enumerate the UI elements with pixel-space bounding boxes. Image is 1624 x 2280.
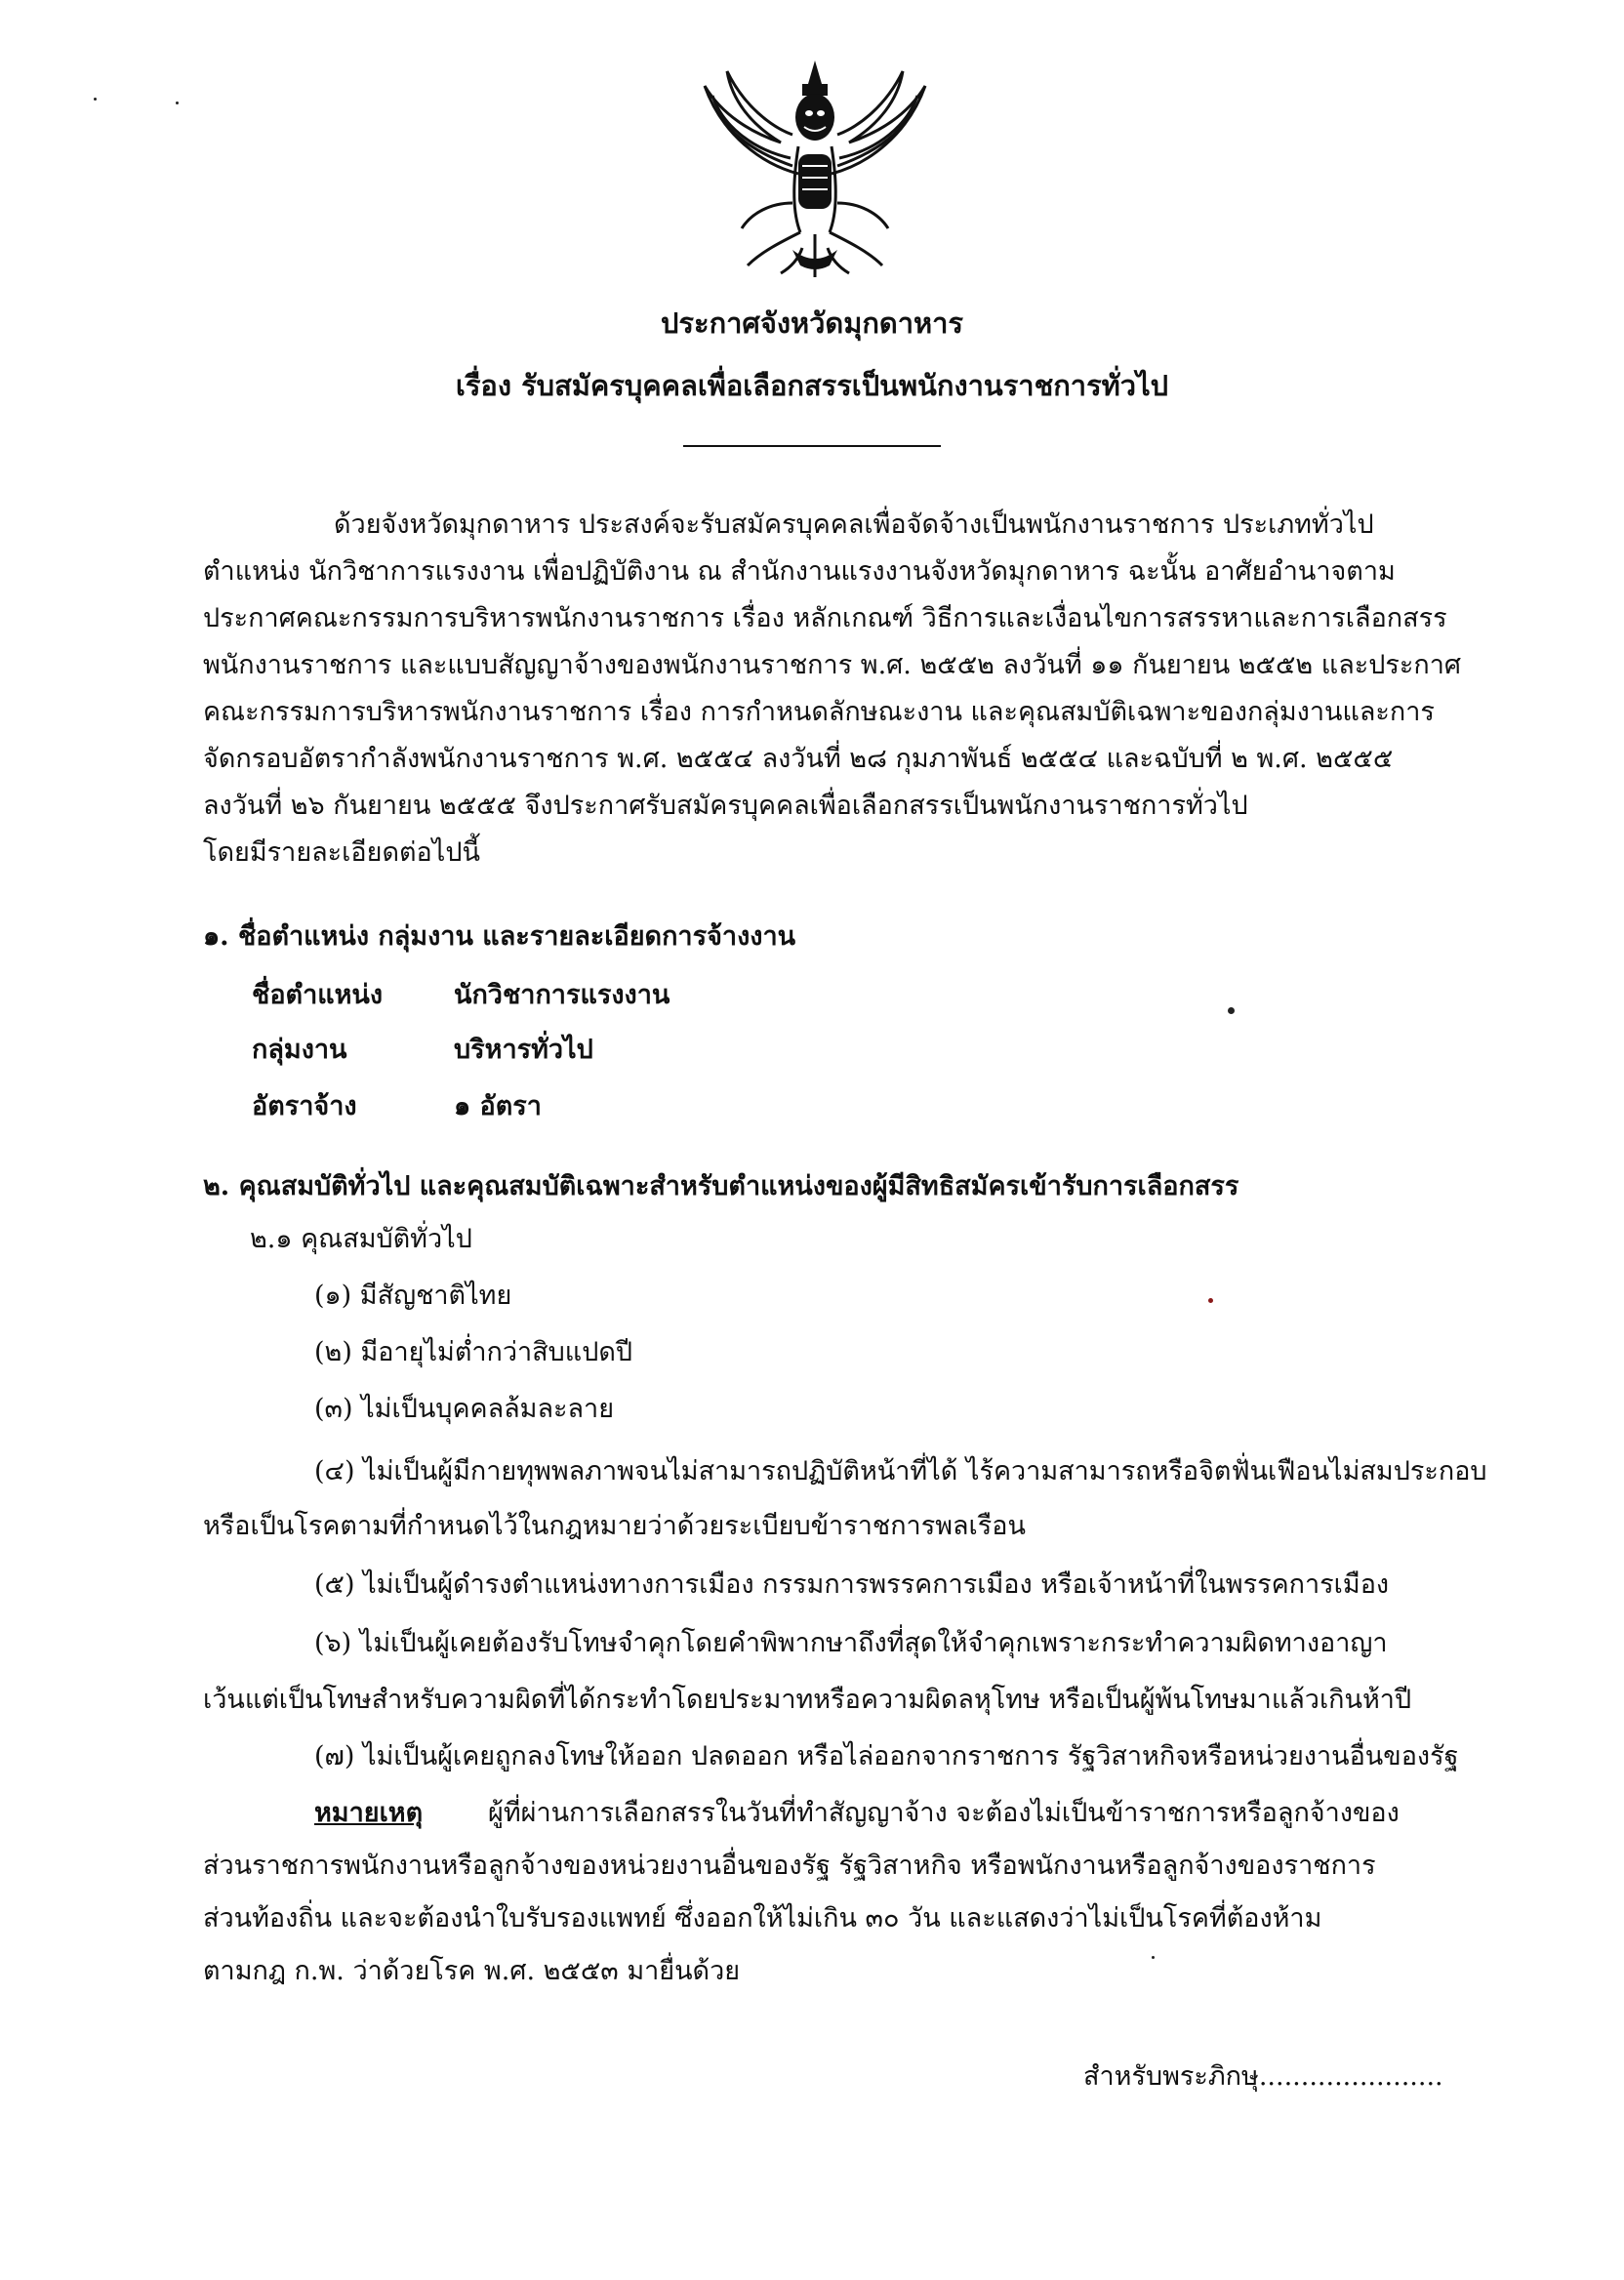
qualification-item-cont: เว้นแต่เป็นโทษสำหรับความผิดที่ได้กระทำโดยประมาทหรือความผิดลหุโทษ หรือเป็นผู้พ้นโทษมาแล้วเกินห้าปี bbox=[203, 1685, 1412, 1715]
note-line: ส่วนท้องถิ่น และจะต้องนำใบรับรองแพทย์ ซึ่งออกให้ไม่เกิน ๓๐ วัน และแสดงว่าไม่เป็นโรคที่ต้องห้าม bbox=[203, 1903, 1322, 1934]
continuation-text: สำหรับพระภิกษุ...................... bbox=[1083, 2061, 1443, 2092]
scan-speck bbox=[94, 98, 97, 101]
rate-label: อัตราจ้าง bbox=[252, 1091, 357, 1121]
intro-line: โดยมีรายละเอียดต่อไปนี้ bbox=[203, 837, 480, 868]
section2-subheading: ๒.๑ คุณสมบัติทั่วไป bbox=[250, 1224, 472, 1254]
qualification-item: (๔) ไม่เป็นผู้มีกายทุพพลภาพจนไม่สามารถปฏิบัติหน้าที่ได้ ไร้ความสามารถหรือจิตฟั่นเฟือนไม่สมประกอบ bbox=[314, 1456, 1487, 1486]
note-line: ตามกฎ ก.พ. ว่าด้วยโรค พ.ศ. ๒๕๕๓ มายื่นด้วย bbox=[203, 1956, 741, 1986]
section2-heading: ๒. คุณสมบัติทั่วไป และคุณสมบัติเฉพาะสำหรับตำแหน่งของผู้มีสิทธิสมัครเข้ารับการเลือกสรร bbox=[203, 1171, 1239, 1201]
document-subject: เรื่อง รับสมัครบุคคลเพื่อเลือกสรรเป็นพนักงานราชการทั่วไป bbox=[455, 369, 1169, 402]
qualification-item: (๑) มีสัญชาติไทย bbox=[314, 1281, 512, 1311]
intro-line: จัดกรอบอัตรากำลังพนักงานราชการ พ.ศ. ๒๕๕๔ ลงวันที่ ๒๘ กุมภาพันธ์ ๒๕๕๔ และฉบับที่ ๒ พ.ศ. ๒๕๕๕ bbox=[203, 744, 1394, 774]
rate-value: ๑ อัตรา bbox=[454, 1091, 542, 1121]
scan-speck bbox=[1208, 1298, 1213, 1303]
scan-speck bbox=[1152, 1956, 1155, 1959]
group-value: บริหารทั่วไป bbox=[454, 1035, 593, 1065]
note-label: หมายเหตุ bbox=[314, 1798, 424, 1828]
note-line: ผู้ที่ผ่านการเลือกสรรในวันที่ทำสัญญาจ้าง จะต้องไม่เป็นข้าราชการหรือลูกจ้างของ bbox=[488, 1798, 1400, 1828]
intro-line: ลงวันที่ ๒๖ กันยายน ๒๕๕๕ จึงประกาศรับสมัครบุคคลเพื่อเลือกสรรเป็นพนักงานราชการทั่วไป bbox=[203, 791, 1248, 821]
qualification-item: (๖) ไม่เป็นผู้เคยต้องรับโทษจำคุกโดยคำพิพากษาถึงที่สุดให้จำคุกเพราะกระทำความผิดทางอาญา bbox=[314, 1628, 1388, 1658]
document-title: ประกาศจังหวัดมุกดาหาร bbox=[661, 306, 963, 340]
scan-speck bbox=[176, 102, 179, 104]
group-label: กลุ่มงาน bbox=[252, 1035, 347, 1065]
qualification-item: (๓) ไม่เป็นบุคคลล้มละลาย bbox=[314, 1394, 615, 1424]
section1-heading: ๑. ชื่อตำแหน่ง กลุ่มงาน และรายละเอียดการจ้างงาน bbox=[203, 921, 796, 952]
title-divider bbox=[683, 445, 941, 447]
position-label: ชื่อตำแหน่ง bbox=[252, 980, 384, 1010]
intro-line: ประกาศคณะกรรมการบริหารพนักงานราชการ เรื่อง หลักเกณฑ์ วิธีการและเงื่อนไขการสรรหาและการเลือกสรร bbox=[203, 603, 1447, 633]
intro-line: ด้วยจังหวัดมุกดาหาร ประสงค์จะรับสมัครบุคคลเพื่อจัดจ้างเป็นพนักงานราชการ ประเภททั่วไป bbox=[334, 509, 1374, 540]
qualification-item-cont: หรือเป็นโรคตามที่กำหนดไว้ในกฎหมายว่าด้วยระเบียบข้าราชการพลเรือน bbox=[203, 1511, 1026, 1541]
note-line: ส่วนราชการพนักงานหรือลูกจ้างของหน่วยงานอื่นของรัฐ รัฐวิสาหกิจ หรือพนักงานหรือลูกจ้างของราชการ bbox=[203, 1851, 1376, 1881]
intro-line: พนักงานราชการ และแบบสัญญาจ้างของพนักงานราชการ พ.ศ. ๒๕๕๒ ลงวันที่ ๑๑ กันยายน ๒๕๕๒ และประกาศ bbox=[203, 650, 1462, 680]
position-value: นักวิชาการแรงงาน bbox=[454, 980, 670, 1010]
garuda-emblem-icon bbox=[683, 57, 947, 279]
qualification-item: (๒) มีอายุไม่ต่ำกว่าสิบแปดปี bbox=[314, 1337, 633, 1367]
qualification-item: (๗) ไม่เป็นผู้เคยถูกลงโทษให้ออก ปลดออก หรือไล่ออกจากราชการ รัฐวิสาหกิจหรือหน่วยงานอื่นของรัฐ bbox=[314, 1741, 1459, 1771]
scan-speck bbox=[1228, 1007, 1235, 1014]
intro-line: ตำแหน่ง นักวิชาการแรงงาน เพื่อปฏิบัติงาน ณ สำนักงานแรงงานจังหวัดมุกดาหาร ฉะนั้น อาศัยอำนาจตาม bbox=[203, 556, 1396, 587]
qualification-item: (๕) ไม่เป็นผู้ดำรงตำแหน่งทางการเมือง กรรมการพรรคการเมือง หรือเจ้าหน้าที่ในพรรคการเมือง bbox=[314, 1569, 1390, 1600]
intro-line: คณะกรรมการบริหารพนักงานราชการ เรื่อง การกำหนดลักษณะงาน และคุณสมบัติเฉพาะของกลุ่มงานและการ bbox=[203, 697, 1435, 727]
